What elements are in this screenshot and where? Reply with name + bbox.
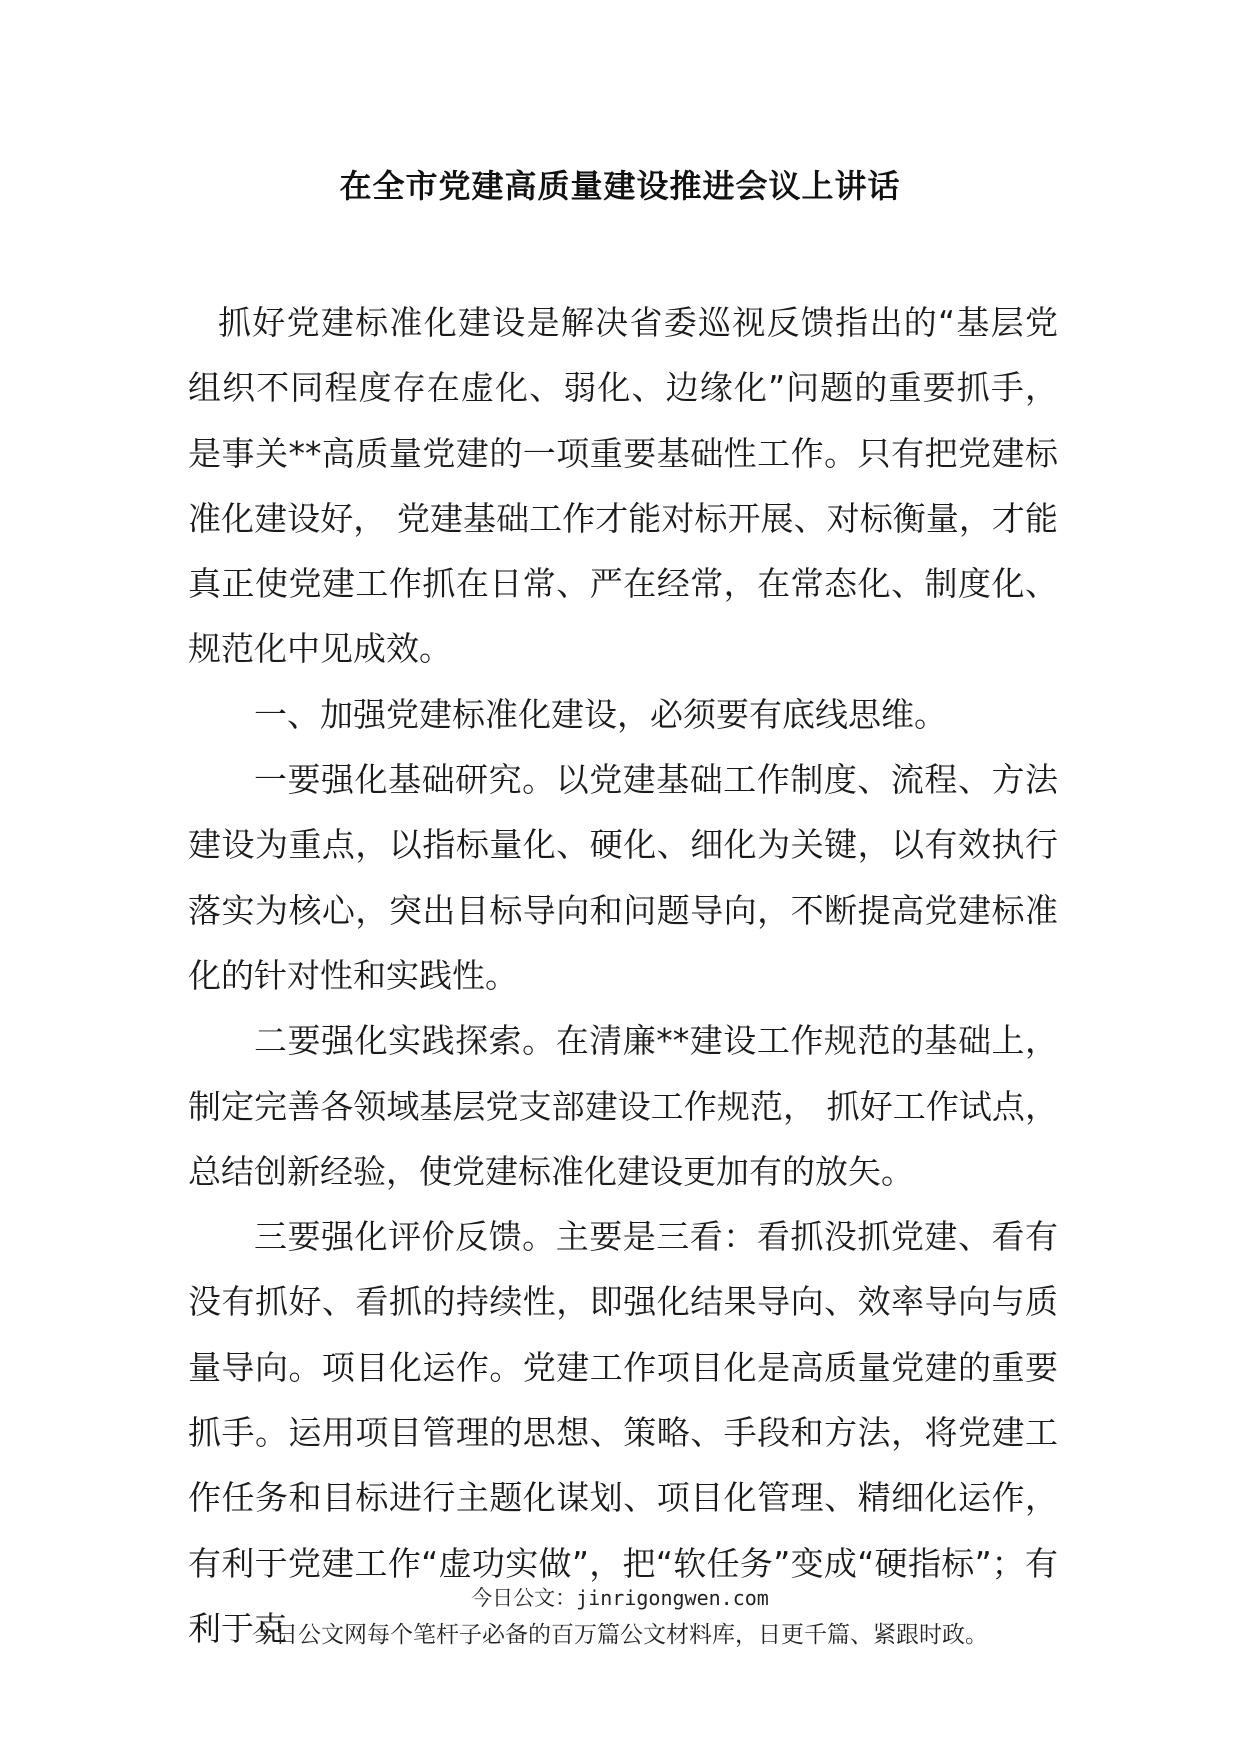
paragraph-point-three: 三要强化评价反馈。主要是三看：看抓没抓党建、看有没有抓好、看抓的持续性，即强化结果导向、效率导向与质量导向。项目化运作。党建工作项目化是高质量党建的重要抓手。运用项目管理的思想、策略、手段和方法，将党建工作任务和目标进行主题化谋划、项目化管理、精细化运作，有利于党建工作“虚功实做”，把“软任务”变成“硬指标”；有利于克 xyxy=(188,1217,1058,1648)
paragraph-point-two: 二要强化实践探索。在清廉**建设工作规范的基础上，制定完善各领域基层党支部建设工作规范， 抓好工作试点，总结创新经验，使党建标准化建设更加有的放矢。 xyxy=(188,1021,1058,1191)
paragraph-intro: 抓好党建标准化建设是解决省委巡视反馈指出的“基层党组织不同程度存在虚化、弱化、边缘化”问题的重要抓手，是事关**高质量党建的一项重要基础性工作。只有把党建标准化建设好， 党建基础工作才能对标开展、对标衡量，才能真正使党建工作抓在日常、严在经常，在常态化、制度化、规范化中见成效。 xyxy=(188,303,1058,669)
document-body xyxy=(188,290,1058,1661)
footer-source xyxy=(0,1584,1240,1612)
footer-slogan: 今日公文网每个笔杆子必备的百万篇公文材料库，日更千篇、紧跟时政。 xyxy=(252,1622,988,1648)
footer-site-link[interactable]: jinrigongwen.com xyxy=(576,1586,769,1610)
paragraph-section-heading: 一、加强党建标准化建设，必须要有底线思维。 xyxy=(254,694,947,734)
paragraph-point-one: 一要强化基础研究。以党建基础工作制度、流程、方法建设为重点，以指标量化、硬化、细化为关键，以有效执行落实为核心，突出目标导向和问题导向，不断提高党建标准化的针对性和实践性。 xyxy=(188,760,1058,995)
page-title: 在全市党建高质量建设推进会议上讲话 xyxy=(339,167,901,205)
footer-label: 今日公文： xyxy=(471,1586,577,1610)
